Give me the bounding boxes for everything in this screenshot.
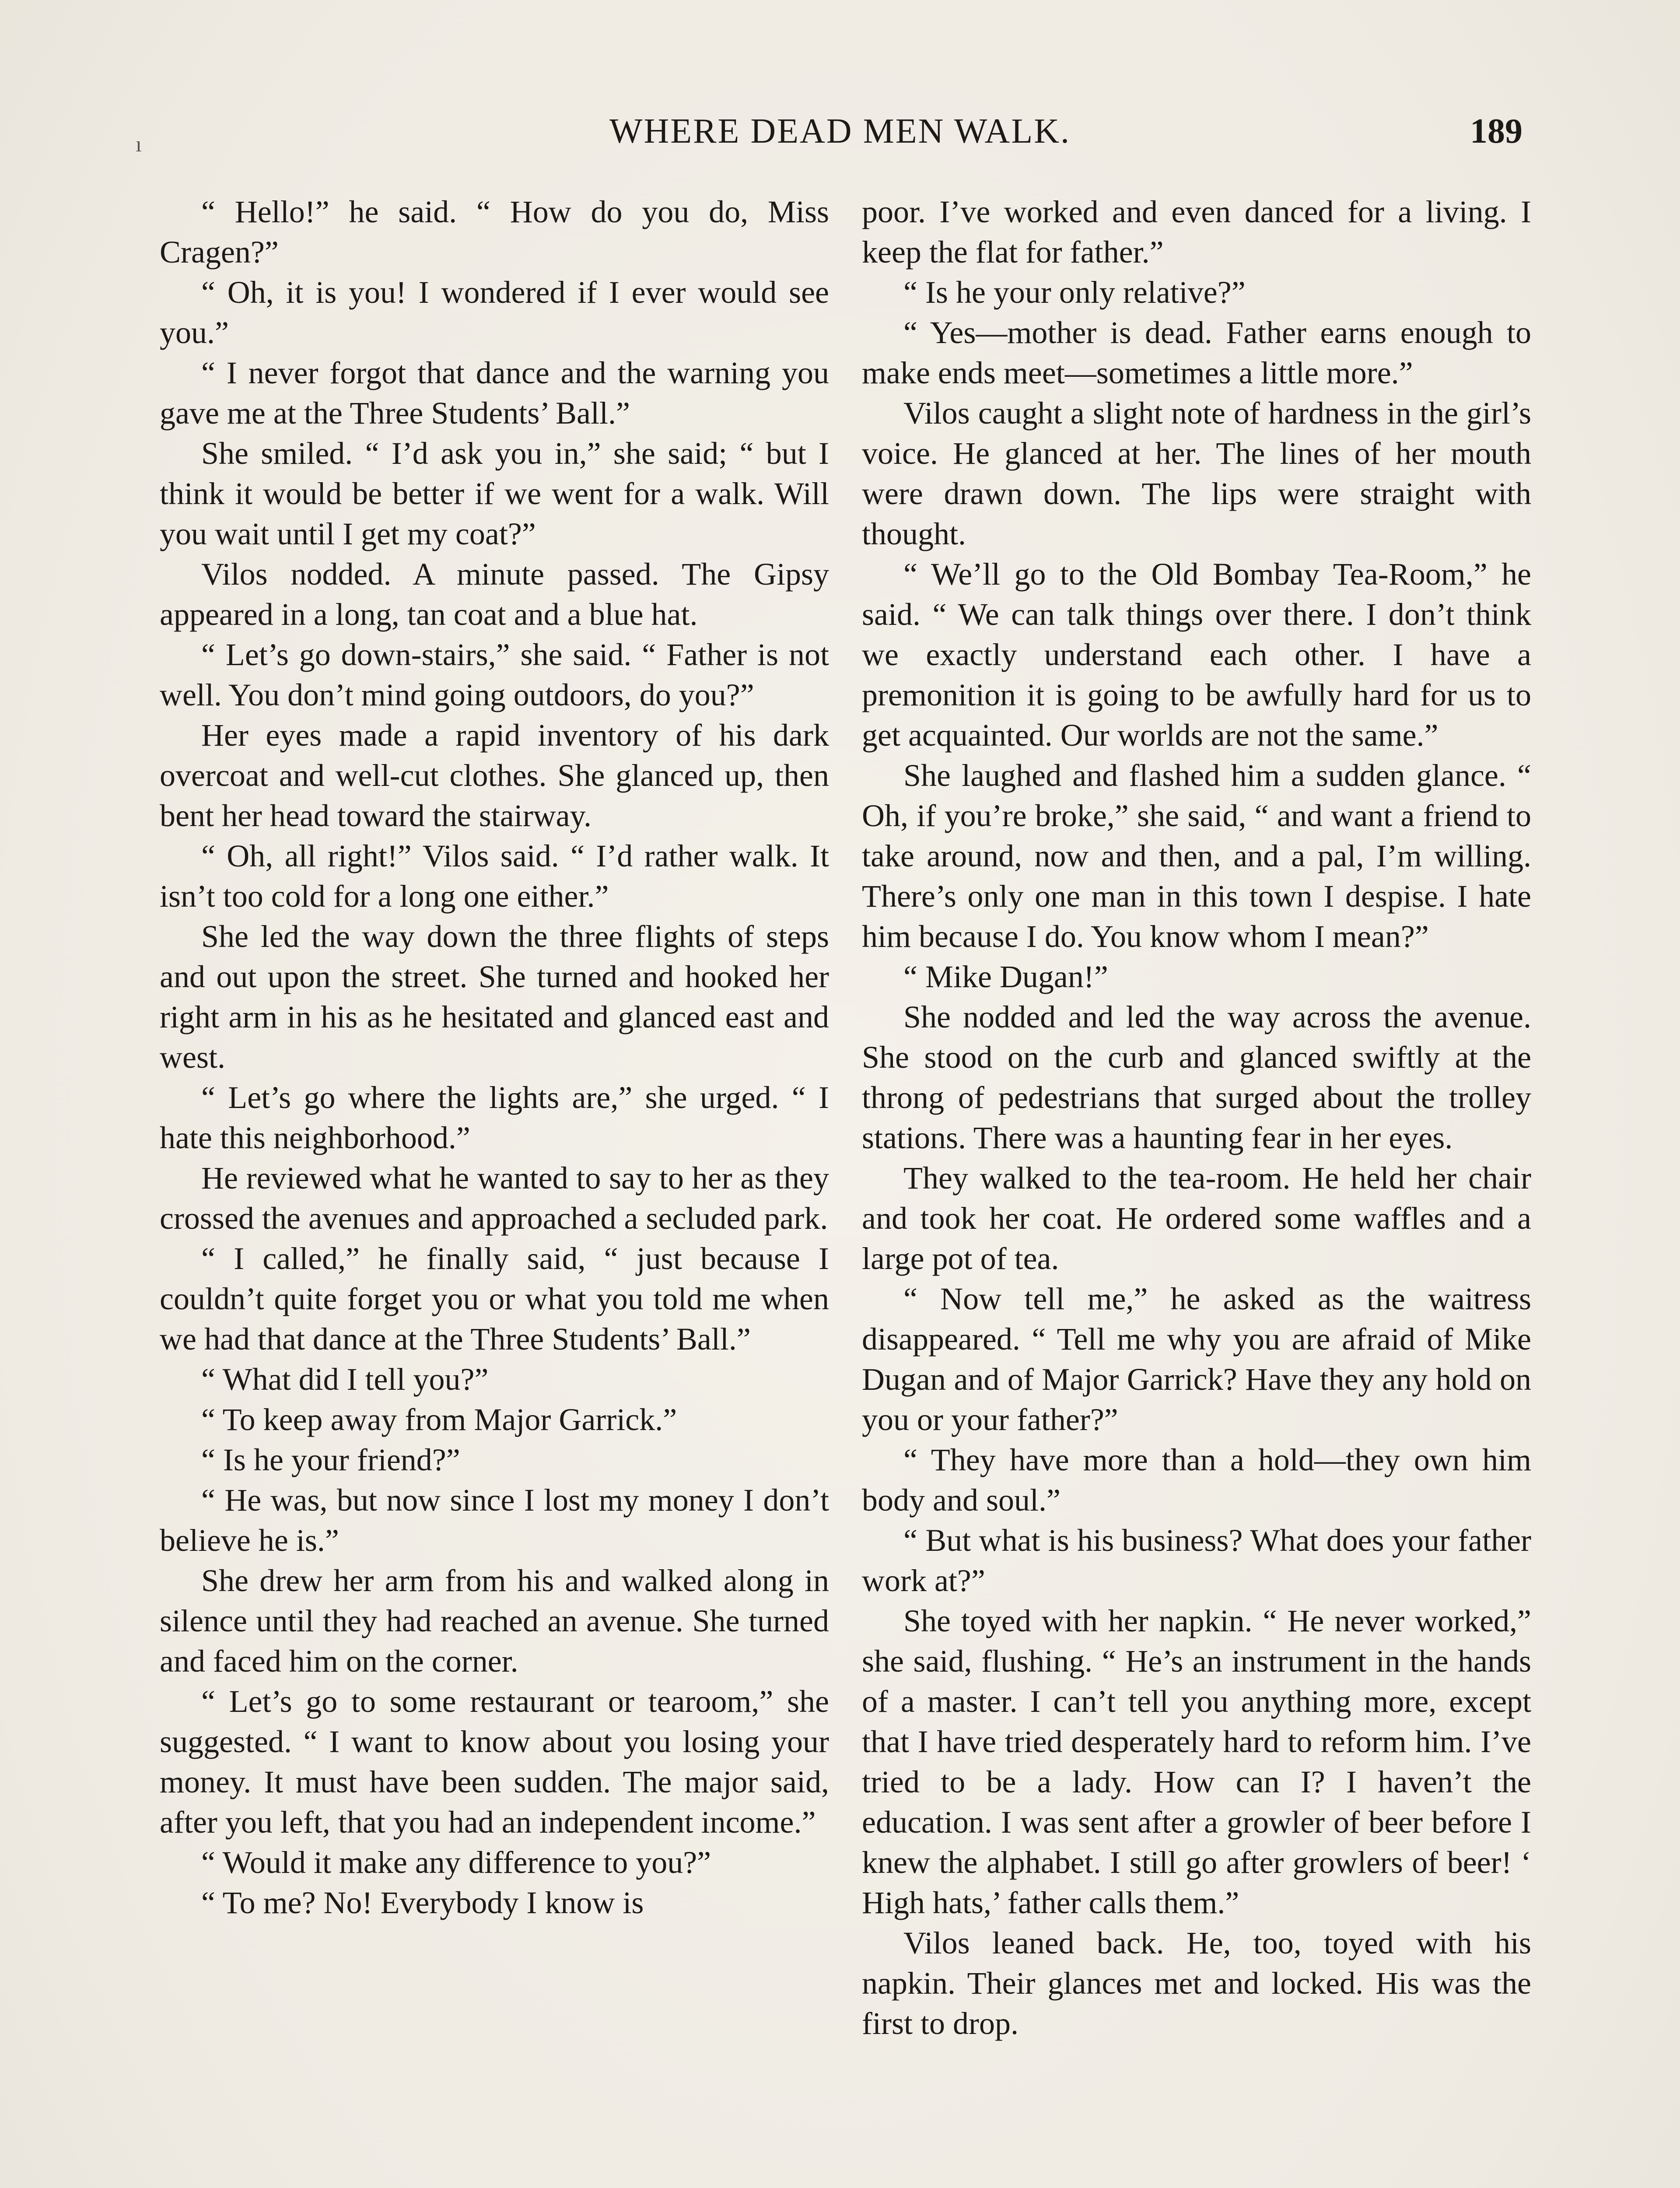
paragraph: “ He was, but now since I lost my money I don’t believe he is.” [160, 1483, 829, 1558]
page-number: 189 [1470, 112, 1522, 151]
paragraph: “ Let’s go to some restaurant or tearoom,” she suggested. “ I want to know about you losing your money. It must have been sudden. The major said, after you left, that you had an independent income.” [160, 1684, 829, 1840]
paragraph: Vilos caught a slight note of hardness in the girl’s voice. He glanced at her. The lines of her mouth were drawn down. The lips were straight with thought. [862, 396, 1531, 551]
margin-tick-mark: ı [136, 132, 142, 156]
paragraph: She laughed and flashed him a sudden glance. “ Oh, if you’re broke,” she said, “ and want a friend to take around, now and then, and a pal, I’m willing. There’s only one man in this town I despise. I hate him because I do. You know whom I mean?” [862, 758, 1531, 954]
paragraph: “ Let’s go where the lights are,” she urged. “ I hate this neighborhood.” [160, 1080, 829, 1155]
running-title: WHERE DEAD MEN WALK. [609, 112, 1071, 151]
paragraph: poor. I’ve worked and even danced for a living. I keep the flat for father.” [862, 194, 1531, 270]
text-column-left [160, 192, 829, 1923]
paragraph: “ Oh, it is you! I wondered if I ever would see you.” [160, 275, 829, 350]
paragraph: “ Now tell me,” he asked as the waitress disappeared. “ Tell me why you are afraid of Mike Dugan and of Major Garrick? Have they any hold on you or your father?” [862, 1281, 1531, 1437]
paragraph: “ Let’s go down-stairs,” she said. “ Father is not well. You don’t mind going outdoors, do you?” [160, 637, 829, 712]
page-header [158, 112, 1522, 160]
paragraph: She led the way down the three flights of steps and out upon the street. She turned and hooked her right arm in his as he hesitated and glanced east and west. [160, 919, 829, 1075]
paragraph: “ To keep away from Major Garrick.” [201, 1402, 677, 1437]
paragraph: “ I never forgot that dance and the warning you gave me at the Three Students’ Ball.” [160, 355, 829, 431]
text-column-right [862, 192, 1531, 2044]
paragraph: “ Hello!” he said. “ How do you do, Miss Cragen?” [160, 194, 829, 270]
paragraph: “ Is he your only relative?” [903, 275, 1246, 310]
paragraph: “ Is he your friend?” [201, 1442, 460, 1477]
paragraph: Vilos leaned back. He, too, toyed with his napkin. Their glances met and locked. His was the first to drop. [862, 1925, 1531, 2041]
paragraph: Her eyes made a rapid inventory of his dark overcoat and well-cut clothes. She glanced up, then bent her head toward the stairway. [160, 718, 829, 833]
paragraph: “ Yes—mother is dead. Father earns enough to make ends meet—sometimes a little more.” [862, 315, 1531, 390]
paragraph: She toyed with her napkin. “ He never worked,” she said, flushing. “ He’s an instrument in the hands of a master. I can’t tell you anything more, except that I have tried desperately hard to reform him. I’ve tried to be a lady. How can I? I haven’t the education. I was sent after a growler of beer before I knew the alphabet. I still go after growlers of beer! ‘ High hats,’ father calls them.” [862, 1603, 1531, 1920]
paragraph: “ What did I tell you?” [201, 1362, 489, 1397]
paragraph: He reviewed what he wanted to say to her as they crossed the avenues and approached a secluded park. [160, 1161, 829, 1236]
paragraph: Vilos nodded. A minute passed. The Gipsy appeared in a long, tan coat and a blue hat. [160, 557, 829, 632]
paragraph: “ Mike Dugan!” [903, 959, 1108, 994]
paragraph: She smiled. “ I’d ask you in,” she said; “ but I think it would be better if we went for a walk. Will you wait until I get my coat?” [160, 436, 829, 551]
paragraph: She drew her arm from his and walked along in silence until they had reached an avenue. She turned and faced him on the corner. [160, 1563, 829, 1679]
paragraph: “ To me? No! Everybody I know is [201, 1885, 644, 1920]
paragraph: “ We’ll go to the Old Bombay Tea-Room,” he said. “ We can talk things over there. I don’t think we exactly understand each other. I have a premonition it is going to be awfully hard for us to get acquainted. Our worlds are not the same.” [862, 557, 1531, 753]
paragraph: “ Would it make any difference to you?” [201, 1845, 711, 1880]
paragraph: “ They have more than a hold—they own him body and soul.” [862, 1442, 1531, 1518]
paragraph: “ I called,” he finally said, “ just because I couldn’t quite forget you or what you told me when we had that dance at the Three Students’ Ball.” [160, 1241, 829, 1357]
paragraph: They walked to the tea-room. He held her chair and took her coat. He ordered some waffles and a large pot of tea. [862, 1161, 1531, 1276]
paragraph: “ But what is his business? What does your father work at?” [862, 1523, 1531, 1598]
paragraph: “ Oh, all right!” Vilos said. “ I’d rather walk. It isn’t too cold for a long one either.” [160, 838, 829, 914]
paragraph: She nodded and led the way across the avenue. She stood on the curb and glanced swiftly at the throng of pedestrians that surged about the trolley stations. There was a haunting fear in her eyes. [862, 999, 1531, 1155]
